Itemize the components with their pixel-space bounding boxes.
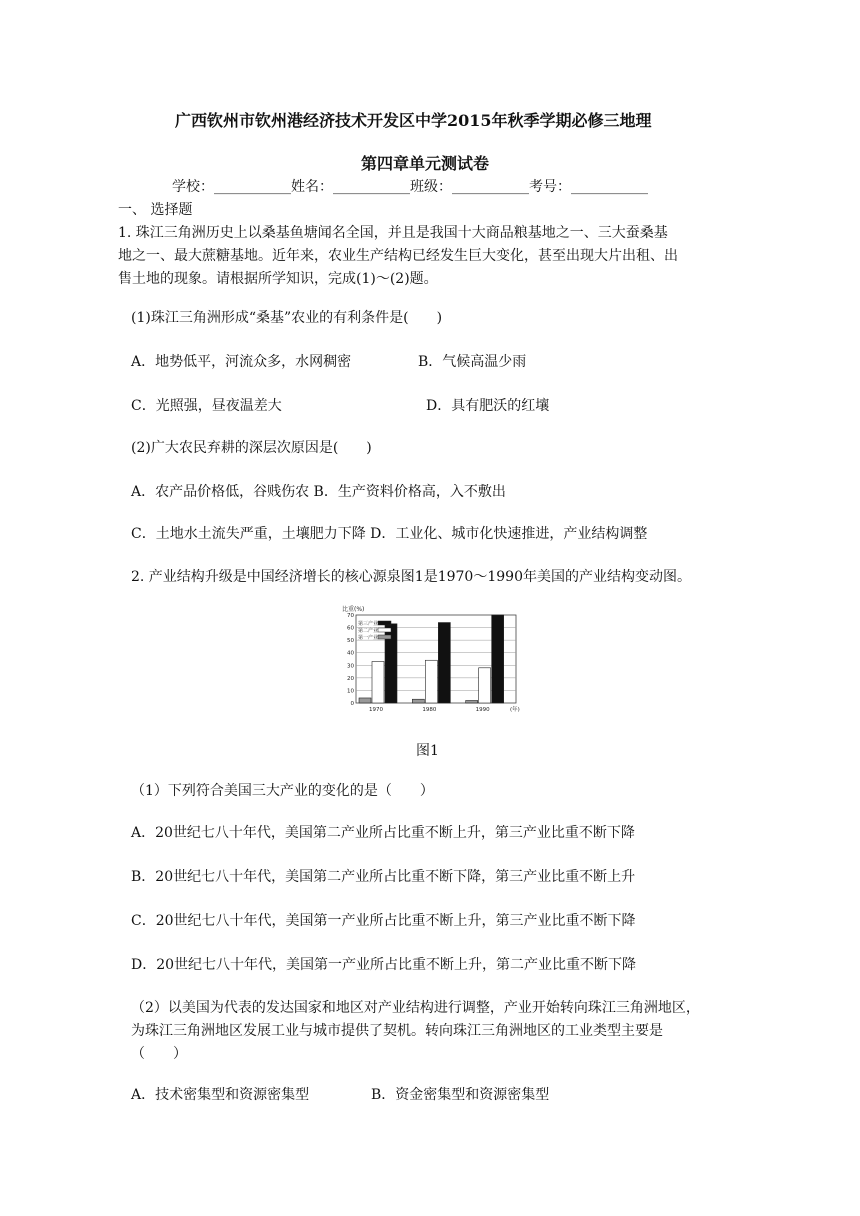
bar-1980-series-1 [425,660,437,703]
x-tick-label: 1990 [475,707,490,713]
bar-1970-series-1 [372,662,384,703]
q1-sub1-option-c: C．光照强，昼夜温差大 [131,398,282,414]
q1-stem-line-3: 售土地的现象。请根据所学知识，完成(1)～(2)题。 [118,271,438,287]
y-axis-label: 比重(%) [342,606,365,613]
x-tick-label: 1980 [422,707,437,713]
student-info-line: 学校：___________姓名：___________班级：___________考号：___________ [172,179,648,195]
legend-label: 第二产业 [358,628,379,634]
q2-stem: 2. 产业结构升级是中国经济增长的核心源泉图1是1970～1990年美国的产业结构变动图。 [131,569,691,585]
q2-sub1-option-b: B．20世纪七八十年代，美国第二产业所占比重不断下降，第三产业比重不断上升 [131,869,636,885]
bar-1980-series-0 [412,699,424,703]
q2-sub1-option-d: D．20世纪七八十年代，美国第一产业所占比重不断上升，第二产业比重不断下降 [131,957,637,973]
figure-caption: 图1 [416,743,439,759]
chart-svg [340,605,520,715]
bar-1970-series-0 [359,698,371,703]
y-tick-label: 50 [347,638,354,645]
y-tick-label: 70 [347,613,354,619]
q1-stem-line-1: 1. 珠江三角洲历史上以桑基鱼塘闻名全国，并且是我国十大商品粮基地之一、三大蚕桑基 [118,225,668,241]
bar-1990-series-0 [466,700,478,703]
legend-swatch [378,635,391,639]
q1-sub1-option-a: A．地势低平，河流众多，水网稠密 [131,354,352,370]
q2-sub2-prompt-line-2: 为珠江三角洲地区发展工业与城市提供了契机。转向珠江三角洲地区的工业类型主要是 [131,1023,663,1039]
legend-swatch [378,628,391,632]
y-tick-label: 20 [347,675,354,682]
bar-1980-series-2 [438,623,450,703]
title-line-2: 第四章单元测试卷 [361,154,490,173]
q2-sub2-option-a: A．技术密集型和资源密集型 [131,1087,310,1103]
y-tick-label: 0 [350,701,354,707]
q1-sub1-option-d: D．具有肥沃的红壤 [426,398,550,414]
q2-sub1-option-c: C．20世纪七八十年代，美国第一产业所占比重不断上升，第三产业比重不断下降 [131,913,636,929]
bar-1990-series-1 [479,668,491,703]
legend-swatch [378,621,391,625]
x-tick-label: 1970 [369,707,383,713]
industry-structure-chart [340,605,520,715]
q2-sub1-option-a: A．20世纪七八十年代，美国第二产业所占比重不断上升，第三产业比重不断下降 [131,825,635,841]
q1-stem-line-2: 地之一、最大蔗糖基地。近年来，农业生产结构已经发生巨大变化，甚至出现大片出租、出 [118,248,678,264]
y-tick-label: 40 [347,650,354,657]
q1-sub1-option-b: B．气候高温少雨 [418,354,527,370]
q2-sub2-prompt-line-3: （ ） [131,1046,187,1062]
y-tick-label: 30 [347,663,354,670]
title-line-1: 广西钦州市钦州港经济技术开发区中学2015年秋季学期必修三地理 [175,111,652,130]
q1-sub2-options-ab: A．农产品价格低，谷贱伤农 B．生产资料价格高，入不敷出 [131,484,506,500]
q1-sub1-prompt: (1)珠江三角洲形成“桑基”农业的有利条件是( ) [131,310,443,326]
bar-1990-series-2 [492,615,504,703]
q2-sub2-option-b: B．资金密集型和资源密集型 [371,1087,550,1103]
legend-label: 第三产业 [358,621,379,627]
y-tick-label: 10 [347,688,354,695]
legend-label: 第一产业 [358,635,379,641]
q1-sub2-options-cd: C．土地水土流失严重，土壤肥力下降 D．工业化、城市化快速推进，产业结构调整 [131,526,648,542]
y-tick-label: 60 [347,625,354,632]
q2-sub1-prompt: （1）下列符合美国三大产业的变化的是（ ） [131,783,434,799]
x-unit-label: (年) [510,707,520,713]
section-heading: 一、 选择题 [118,202,193,218]
q2-sub2-prompt-line-1: （2）以美国为代表的发达国家和地区对产业结构进行调整，产业开始转向珠江三角洲地区， [131,1000,700,1016]
q1-sub2-prompt: (2)广大农民弃耕的深层次原因是( ) [131,440,372,456]
